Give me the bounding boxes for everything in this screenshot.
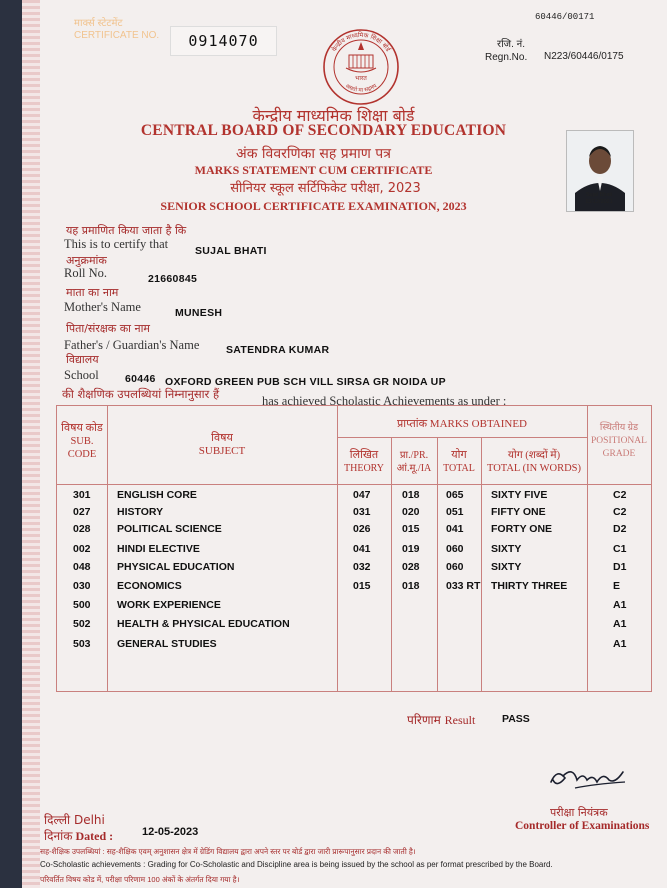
cell-theory: 032	[353, 561, 371, 573]
cell-subject: HINDI ELECTIVE	[117, 543, 200, 555]
board-name-hindi: केन्द्रीय माध्यमिक शिक्षा बोर्ड	[252, 106, 415, 125]
cbse-logo-icon	[322, 28, 400, 106]
cell-code: 503	[73, 638, 91, 650]
place-label: दिल्ली Delhi	[44, 813, 105, 827]
footnote-hindi-1: सह-शैक्षिक उपलब्धियां : सह-शैक्षिक एवम् अनुशासन क्षेत्र में ग्रेडिंग विद्यालय द्वारा अपने स्तर पर बोर्ड द्वारा जारी प्रारूपानुसार प्रदान की जाती है।	[40, 847, 416, 856]
mother-label-english: Mother's Name	[64, 300, 141, 314]
header-marks-obtained: प्राप्तांक MARKS OBTAINED	[396, 418, 528, 430]
cell-words: SIXTY	[491, 543, 522, 555]
exam-title-english: SENIOR SCHOOL CERTIFICATE EXAMINATION, 2023	[160, 199, 467, 213]
roll-label-english: Roll No.	[64, 266, 108, 280]
cell-theory: 026	[353, 523, 371, 535]
controller-signature-icon	[545, 758, 635, 798]
header-practical: प्रा./PR. आं.मू./IA	[396, 450, 432, 474]
svg-text:भारत: भारत	[355, 75, 367, 82]
result-label: परिणाम Result	[407, 713, 476, 727]
header-total: योग TOTAL	[443, 449, 475, 474]
achievement-label-hindi: की शैक्षणिक उपलब्धियां निम्नानुसार हैं	[62, 387, 220, 401]
cell-theory: 041	[353, 543, 371, 555]
school-name: OXFORD GREEN PUB SCH VILL SIRSA GR NOIDA UP	[165, 376, 446, 388]
cell-total: 060	[446, 543, 464, 555]
cell-subject: PHYSICAL EDUCATION	[117, 561, 235, 573]
cell-grade: E	[613, 580, 621, 592]
registration-number: N223/60446/0175	[544, 51, 624, 62]
header-positional-grade: स्थितीय ग्रेड POSITIONAL GRADE	[591, 423, 647, 459]
cell-theory: 015	[353, 580, 371, 592]
exam-title-hindi: सीनियर स्कूल सर्टिफिकेट परीक्षा, 2023	[230, 181, 421, 196]
cell-total: 060	[446, 561, 464, 573]
footnote-english-1: Co-Scholastic achievements : Grading for Co-Scholastic and Discipline area is being issued by the school as per format prescribed by the Board.	[40, 860, 553, 869]
cell-practical: 019	[402, 543, 420, 555]
school-label-english: School	[64, 368, 99, 382]
svg-text:केन्द्रीय माध्यमिक शिक्षा बोर्: केन्द्रीय माध्यमिक शिक्षा बोर्ड	[330, 31, 392, 54]
cell-code: 502	[73, 618, 91, 630]
result-value: PASS	[502, 713, 530, 725]
cell-grade: C2	[613, 489, 627, 501]
cell-grade: C1	[613, 543, 627, 555]
achievement-label-english: has achieved Scholastic Achievements as under :	[262, 394, 507, 408]
cell-subject: HISTORY	[117, 506, 164, 518]
cell-grade: D1	[613, 561, 627, 573]
cell-code: 002	[73, 543, 91, 555]
cell-subject: POLITICAL SCIENCE	[117, 523, 222, 535]
board-name-english: CENTRAL BOARD OF SECONDARY EDUCATION	[140, 122, 507, 139]
photo-caption: Sujal Bhati 13/12/2021	[585, 192, 613, 205]
cell-theory: 031	[353, 506, 371, 518]
student-name: SUJAL BHATI	[195, 245, 267, 257]
roll-label-hindi: अनुक्रमांक	[66, 254, 107, 267]
cell-theory: 047	[353, 489, 371, 501]
serial-number: 60446/00171	[535, 12, 595, 22]
cell-grade: A1	[613, 638, 627, 650]
cell-words: FORTY ONE	[491, 523, 553, 535]
marks-table	[56, 405, 652, 692]
document-title-english: MARKS STATEMENT CUM CERTIFICATE	[194, 163, 433, 177]
cell-code: 301	[73, 489, 91, 501]
cell-grade: A1	[613, 618, 627, 630]
faded-stamp: मार्क्स स्टेटमेंट CERTIFICATE NO.	[74, 18, 160, 41]
header-sub-code: विषय कोड SUB. CODE	[61, 422, 103, 460]
cell-grade: D2	[613, 523, 627, 535]
cell-subject: HEALTH & PHYSICAL EDUCATION	[117, 618, 290, 630]
controller-label-hindi: परीक्षा नियंत्रक	[550, 806, 608, 819]
registration-label: रजि. नं. Regn.No.	[485, 39, 528, 63]
date-label: दिनांक Dated :	[44, 829, 114, 843]
father-label-english: Father's / Guardian's Name	[64, 338, 200, 352]
father-label-hindi: पिता/संरक्षक का नाम	[66, 322, 151, 335]
cell-total: 033 RT	[446, 580, 481, 592]
cell-subject: WORK EXPERIENCE	[117, 599, 221, 611]
cell-words: SIXTY FIVE	[491, 489, 548, 501]
cell-total: 051	[446, 506, 464, 518]
cell-practical: 028	[402, 561, 420, 573]
cell-code: 500	[73, 599, 91, 611]
cell-words: THIRTY THREE	[491, 580, 568, 592]
controller-label-english: Controller of Examinations	[515, 820, 650, 832]
cell-code: 028	[73, 523, 91, 535]
footnote-hindi-2: परिवर्तित विषय कोड में, परीक्षा परिणाम 100 अंकों के अंतर्गत दिया गया है।	[40, 875, 240, 884]
certify-label-english: This is to certify that	[64, 237, 169, 251]
header-subject: विषय SUBJECT	[198, 432, 246, 457]
cell-grade: A1	[613, 599, 627, 611]
cell-practical: 015	[402, 523, 420, 535]
cell-code: 048	[73, 561, 91, 573]
cell-practical: 020	[402, 506, 420, 518]
mother-label-hindi: माता का नाम	[66, 286, 119, 299]
issue-date: 12-05-2023	[142, 826, 199, 838]
header-theory: लिखित THEORY	[344, 449, 384, 474]
cell-subject: ECONOMICS	[117, 580, 182, 592]
father-name: SATENDRA KUMAR	[226, 344, 330, 356]
document-title-hindi: अंक विवरणिका सह प्रमाण पत्र	[236, 146, 391, 162]
school-label-hindi: विद्यालय	[66, 353, 99, 366]
school-code: 60446	[125, 373, 156, 385]
cell-total: 041	[446, 523, 464, 535]
cell-grade: C2	[613, 506, 627, 518]
svg-text:असतो मा सद्गमय: असतो मा सद्गमय	[344, 83, 378, 94]
cell-code: 027	[73, 506, 91, 518]
cell-words: FIFTY ONE	[491, 506, 546, 518]
certify-label-hindi: यह प्रमाणित किया जाता है कि	[66, 224, 187, 237]
cell-code: 030	[73, 580, 91, 592]
mother-name: MUNESH	[175, 307, 223, 319]
cell-words: SIXTY	[491, 561, 522, 573]
cell-subject: ENGLISH CORE	[117, 489, 197, 501]
roll-number: 21660845	[148, 273, 198, 285]
header-total-words: योग (शब्दों में) TOTAL (IN WORDS)	[486, 450, 582, 474]
certificate-number: 0914070	[170, 26, 277, 56]
cell-practical: 018	[402, 580, 420, 592]
cell-practical: 018	[402, 489, 420, 501]
cell-subject: GENERAL STUDIES	[117, 638, 217, 650]
cell-total: 065	[446, 489, 464, 501]
